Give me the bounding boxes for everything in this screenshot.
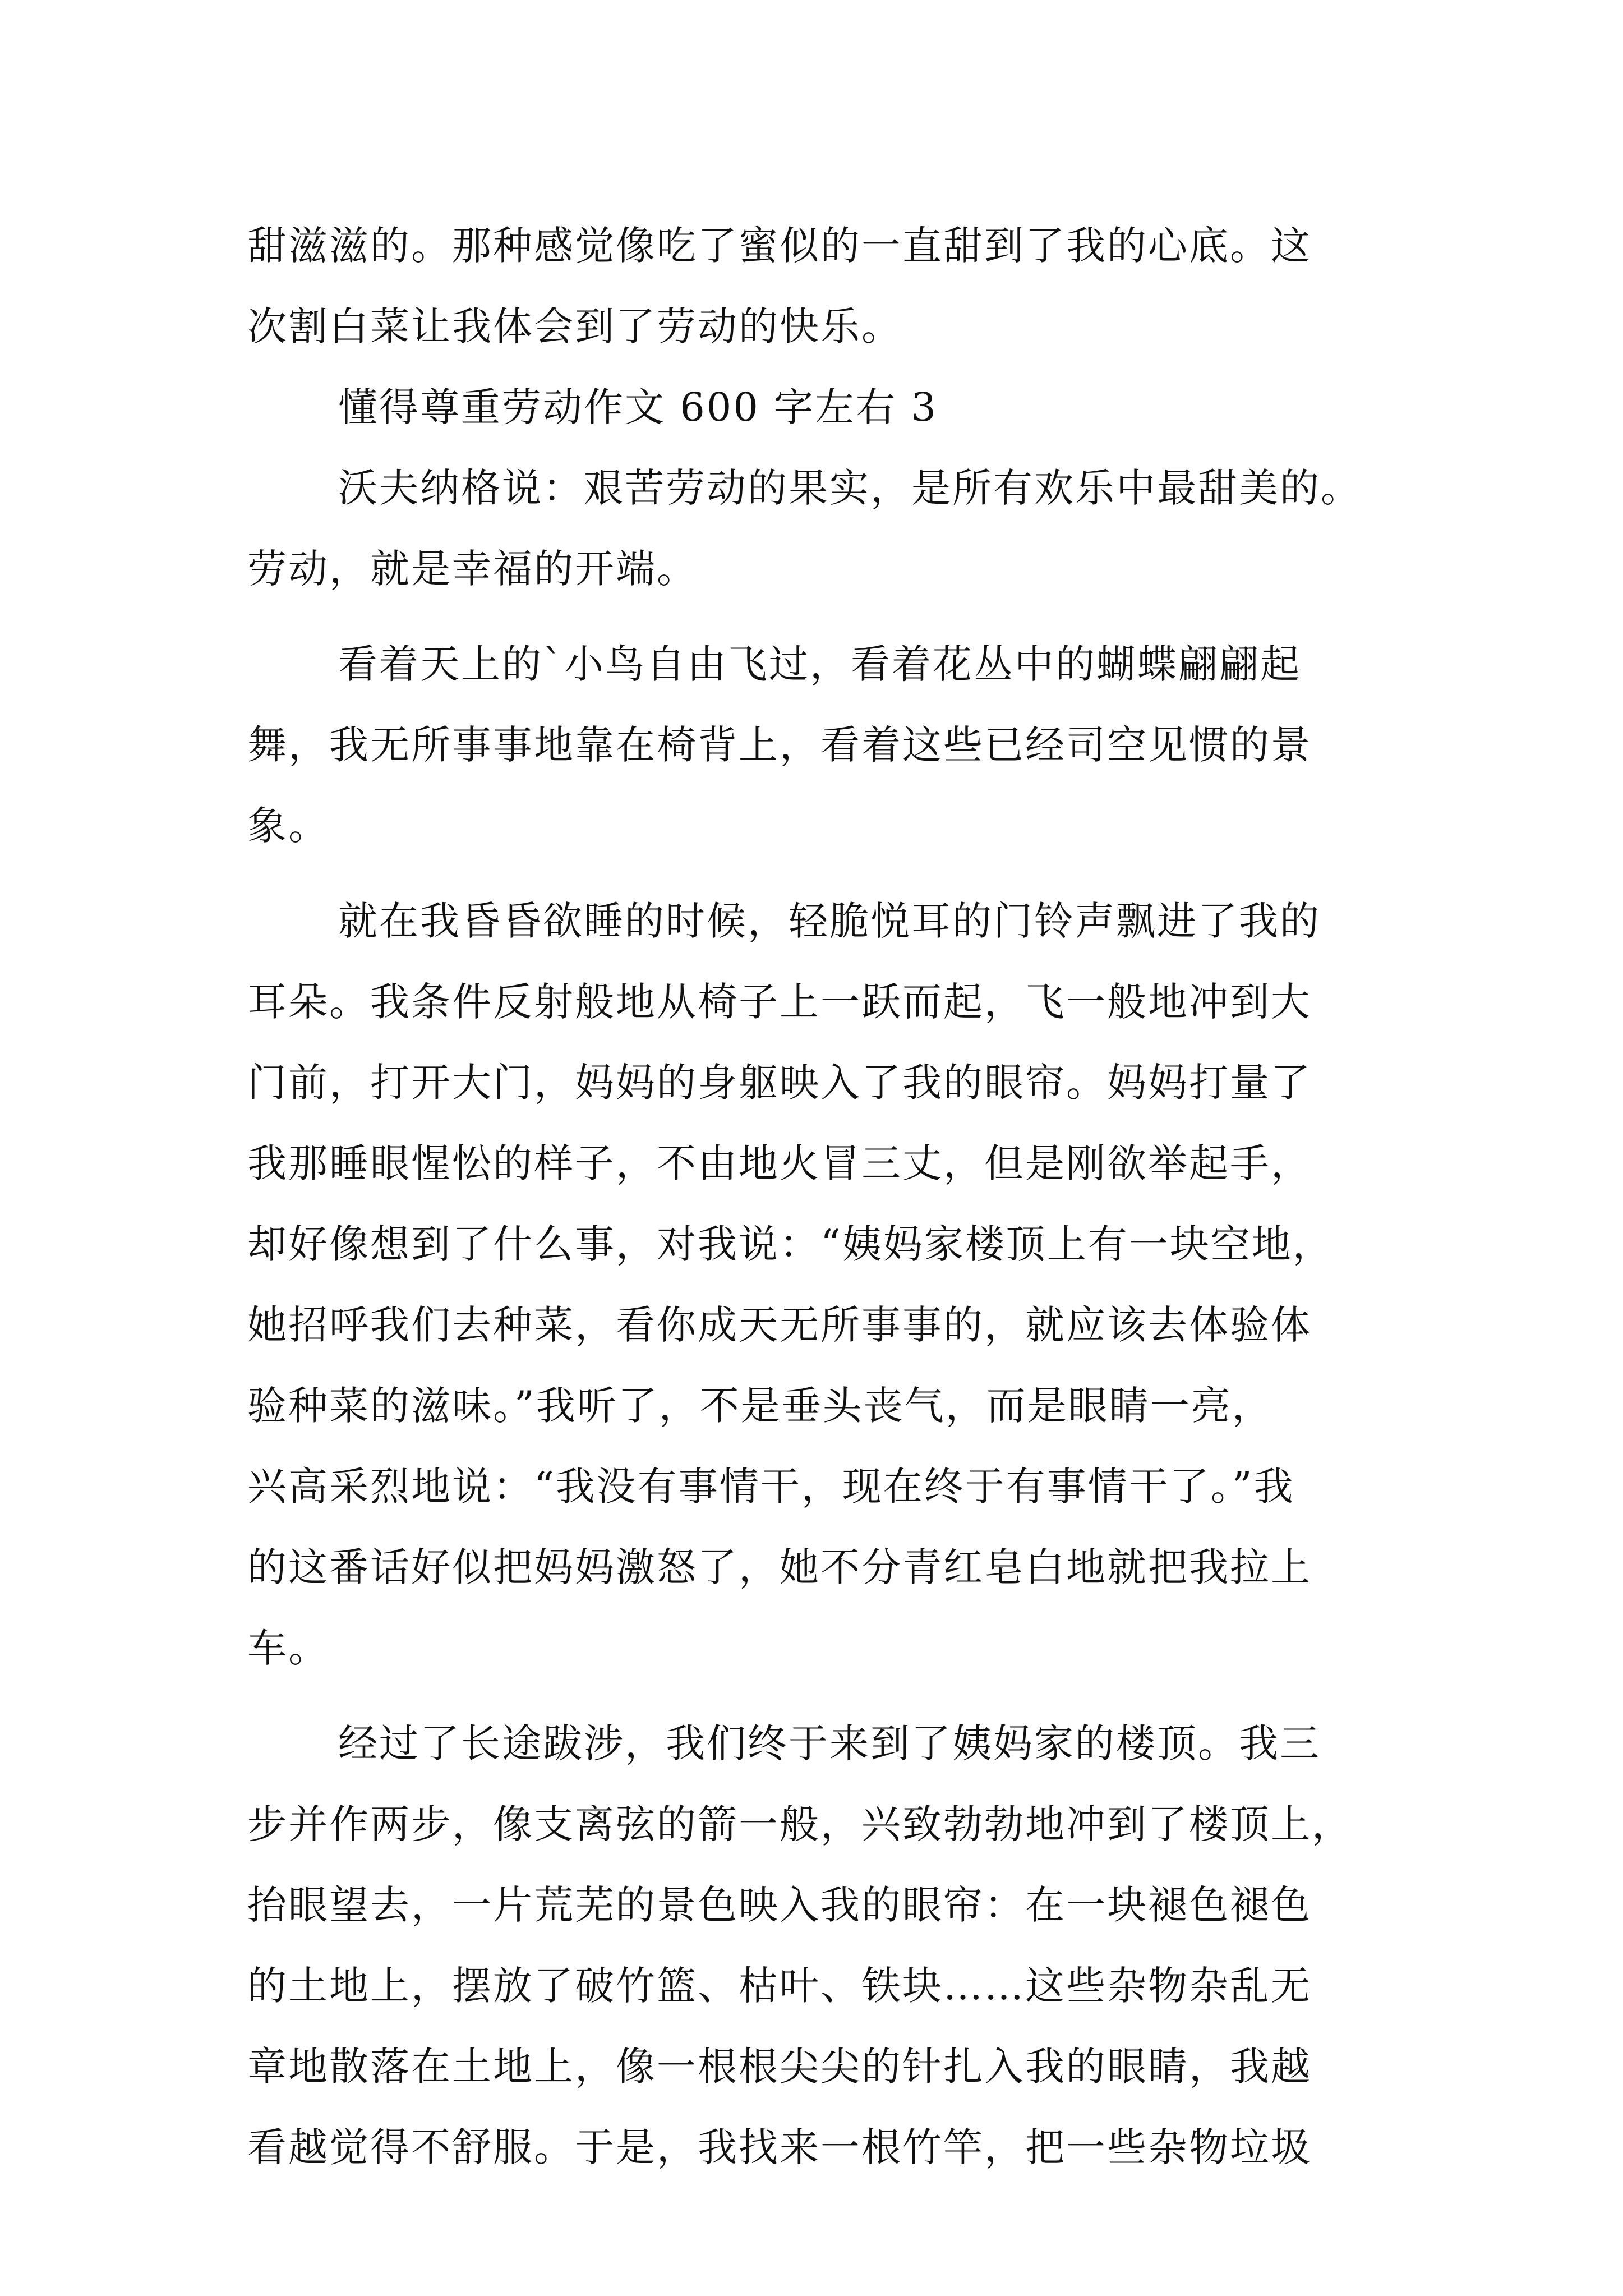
article-body — [247, 205, 1391, 2188]
text-line: 看着天上的`小鸟自由飞过，看着花丛中的蝴蝶翩翩起 — [338, 641, 1301, 687]
text-line: 验种菜的滋味。”我听了，不是垂头丧气，而是眼睛一亮， — [247, 1383, 1273, 1429]
text-line: 抬眼望去，一片荒芜的景色映入我的眼帘：在一块褪色褪色 — [247, 1882, 1312, 1928]
text-line: 次割白菜让我体会到了劳动的快乐。 — [247, 303, 902, 349]
section-heading: 懂得尊重劳动作文 600 字左右 3 — [338, 384, 938, 430]
text-line: 车。 — [247, 1625, 329, 1671]
text-line: 沃夫纳格说：艰苦劳动的果实，是所有欢乐中最甜美的。 — [338, 465, 1362, 511]
text-line: 象。 — [247, 803, 329, 849]
text-line: 却好像想到了什么事，对我说：“姨妈家楼顶上有一块空地， — [247, 1221, 1334, 1267]
text-line: 耳朵。我条件反射般地从椅子上一跃而起，飞一般地冲到大 — [247, 979, 1312, 1025]
text-line: 甜滋滋的。那种感觉像吃了蜜似的一直甜到了我的心底。这 — [247, 223, 1312, 269]
text-line: 经过了长途跋涉，我们终于来到了姨妈家的楼顶。我三 — [338, 1720, 1321, 1766]
text-line: 步并作两步，像支离弦的箭一般，兴致勃勃地冲到了楼顶上， — [247, 1801, 1353, 1847]
text-line: 章地散落在土地上，像一根根尖尖的针扎入我的眼睛，我越 — [247, 2044, 1312, 2090]
text-line: 她招呼我们去种菜，看你成天无所事事的，就应该去体验体 — [247, 1302, 1312, 1348]
text-line: 就在我昏昏欲睡的时候，轻脆悦耳的门铃声飘进了我的 — [338, 898, 1321, 944]
text-line: 门前，打开大门，妈妈的身躯映入了我的眼帘。妈妈打量了 — [247, 1060, 1312, 1106]
text-line: 的这番话好似把妈妈激怒了，她不分青红皂白地就把我拉上 — [247, 1544, 1312, 1590]
text-line: 的土地上，摆放了破竹篮、枯叶、铁块……这些杂物杂乱无 — [247, 1963, 1312, 2009]
text-line: 舞，我无所事事地靠在椅背上，看着这些已经司空见惯的景 — [247, 722, 1312, 768]
text-line: 劳动，就是幸福的开端。 — [247, 546, 698, 592]
text-line: 看越觉得不舒服。于是，我找来一根竹竿，把一些杂物垃圾 — [247, 2124, 1312, 2170]
text-line: 我那睡眼惺忪的样子，不由地火冒三丈，但是刚欲举起手， — [247, 1140, 1312, 1186]
text-line: 兴高采烈地说：“我没有事情干，现在终于有事情干了。”我 — [247, 1464, 1295, 1510]
